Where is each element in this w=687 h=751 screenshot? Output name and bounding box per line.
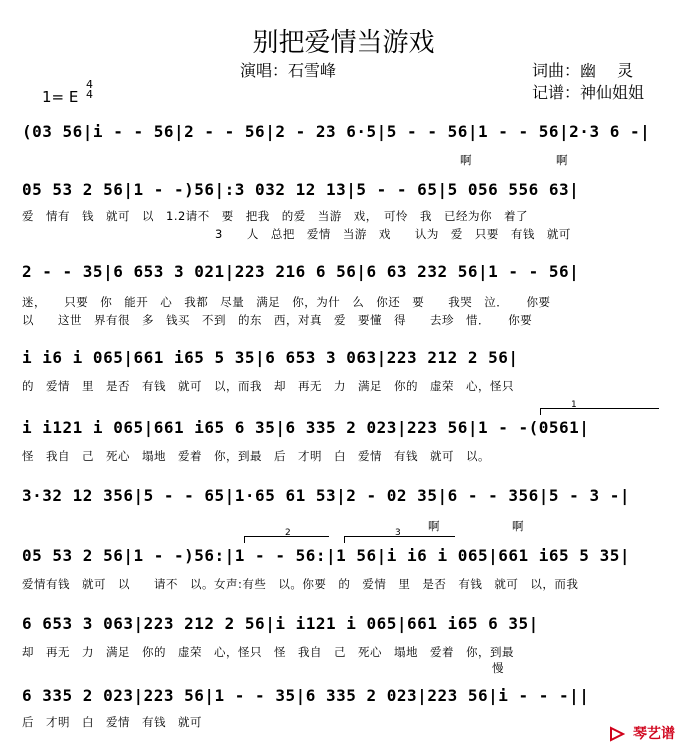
volta-number-2: 2 bbox=[285, 528, 291, 538]
lyric-line-2a: 爱 情有 钱 就可 以 1.2请不 要 把我 的爱 当游 戏， 可怜 我 已经为你 着了 bbox=[22, 209, 529, 223]
score-line-3: 2 - - 35|6 653 3 021|223 216 6 56|6 63 232 56|1 - - 56| bbox=[22, 262, 580, 281]
lyric-line-2b: 3 人 总把 爱情 当游 戏 认为 爱 只要 有钱 就可 bbox=[215, 227, 571, 241]
watermark-logo bbox=[609, 723, 675, 743]
time-signature bbox=[86, 80, 93, 100]
lyric-line-3a: 迷， 只要 你 能开 心 我都 尽量 满足 你，为什 么 你还 要 我哭 泣． 你要 bbox=[22, 295, 551, 309]
lyric-line-8: 却 再无 力 满足 你的 虚荣 心，怪只 怪 我自 己 死心 塌地 爱着 你，到最 bbox=[22, 645, 514, 659]
logo-icon bbox=[609, 726, 625, 742]
time-signature-top: 4 bbox=[86, 78, 93, 91]
composer-credit: 词曲：幽 灵 bbox=[532, 61, 634, 80]
lyric-line-3b: 以 这世 界有很 多 钱买 不到 的东 西，对真 爱 要懂 得 去珍 惜． 你要 bbox=[22, 313, 533, 327]
score-line-7: 05 53 2 56|1 - -)56:|1 - - 56:|1 56|i i6 i 065|661 i65 5 35| bbox=[22, 546, 630, 565]
score-line-2: 05 53 2 56|1 - -)56|:3 032 12 13|5 - - 65|5 056 556 63| bbox=[22, 180, 580, 199]
key-signature: 1= E bbox=[42, 88, 79, 106]
time-signature-bottom: 4 bbox=[86, 88, 93, 101]
singer-credit: 演唱：石雪峰 bbox=[240, 61, 337, 80]
lyric-line-1: 啊 啊 bbox=[460, 153, 568, 167]
score-line-9: 6 335 2 023|223 56|1 - - 35|6 335 2 023|223 56|i - - -|| bbox=[22, 686, 590, 705]
volta-bracket-1 bbox=[540, 400, 659, 415]
score-line-4: i i6 i 065|661 i65 5 35|6 653 3 063|223 212 2 56| bbox=[22, 348, 519, 367]
lyric-line-9: 后 才明 白 爱情 有钱 就可 bbox=[22, 715, 202, 729]
watermark-text: 琴艺谱 bbox=[633, 726, 675, 742]
lyric-line-4: 的 爱情 里 是否 有钱 就可 以，而我 却 再无 力 满足 你的 虚荣 心，怪只 bbox=[22, 379, 514, 393]
volta-number-3: 3 bbox=[395, 528, 401, 538]
score-line-6: 3·32 12 356|5 - - 65|1·65 61 53|2 - 02 35|6 - - 356|5 - 3 -| bbox=[22, 486, 630, 505]
song-title: 别把爱情当游戏 bbox=[252, 28, 435, 58]
lyric-line-5: 怪 我自 己 死心 塌地 爱着 你，到最 后 才明 白 爱情 有钱 就可 以。 bbox=[22, 449, 490, 463]
volta-bracket-3 bbox=[344, 528, 455, 543]
score-line-1: (03 56|i - - 56|2 - - 56|2 - 23 6·5|5 - - 56|1 - - 56|2·3 6 -| bbox=[22, 122, 651, 141]
tempo-marking-slow: 慢 bbox=[492, 661, 504, 675]
transcriber-credit: 记谱：神仙姐姐 bbox=[532, 83, 645, 102]
volta-number-1: 1 bbox=[571, 400, 577, 410]
lyric-line-6: 啊 啊 bbox=[428, 519, 524, 533]
score-line-8: 6 653 3 063|223 212 2 56|i i121 i 065|661 i65 6 35| bbox=[22, 614, 539, 633]
score-line-5: i i121 i 065|661 i65 6 35|6 335 2 023|223 56|1 - -(0561| bbox=[22, 418, 590, 437]
lyric-line-7: 爱情有钱 就可 以 请不 以。女声:有些 以。你要 的 爱情 里 是否 有钱 就可 以，而我 bbox=[22, 577, 579, 591]
volta-bracket-2 bbox=[244, 528, 329, 543]
